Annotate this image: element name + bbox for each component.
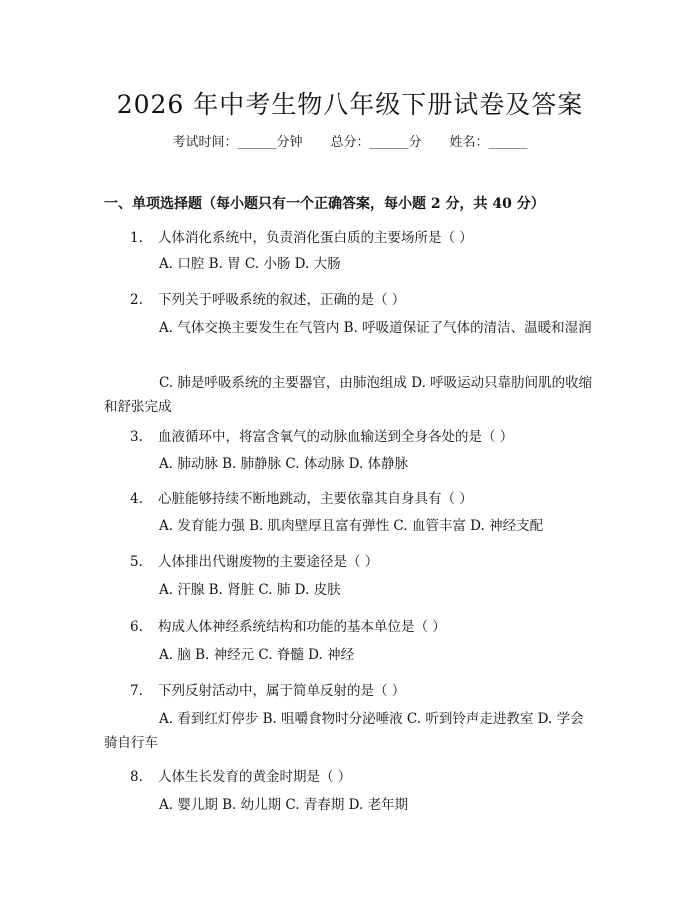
question-3 xyxy=(130,425,513,445)
page-title: 2026 年中考生物八年级下册试卷及答案 xyxy=(116,90,584,119)
question-number: 4. xyxy=(130,491,143,507)
question-2 xyxy=(130,288,405,308)
question-number: 3. xyxy=(130,429,143,445)
student-name-field: 姓名：______ xyxy=(449,135,528,150)
question-7 xyxy=(130,679,405,699)
question-4 xyxy=(130,487,473,507)
question-5-options: A. 汗腺 B. 肾脏 C. 肺 D. 皮肤 xyxy=(159,582,341,598)
question-4-options: A. 发育能力强 B. 肌肉壁厚且富有弹性 C. 血管丰富 D. 神经支配 xyxy=(159,518,544,534)
question-number: 1. xyxy=(130,230,143,246)
question-number: 2. xyxy=(130,292,143,308)
question-5 xyxy=(130,550,378,570)
question-8 xyxy=(130,765,351,785)
exam-time-field: 考试时间：______分钟 xyxy=(172,135,303,150)
question-number: 5. xyxy=(130,554,143,570)
question-text: 下列反射活动中，属于简单反射的是（ ） xyxy=(158,683,406,699)
question-8-options: A. 婴儿期 B. 幼儿期 C. 青春期 D. 老年期 xyxy=(159,797,409,813)
question-text: 心脏能够持续不断地跳动，主要依靠其自身具有（ ） xyxy=(158,491,473,507)
question-1-options: A. 口腔 B. 胃 C. 小肠 D. 大肠 xyxy=(159,256,341,272)
question-number: 8. xyxy=(130,769,143,785)
exam-meta xyxy=(0,131,700,150)
question-7-options: A. 看到红灯停步 B. 咀嚼食物时分泌唾液 C. 听到铃声走进教室 D. 学会骑自行车 xyxy=(104,711,584,751)
question-text: 血液循环中，将富含氧气的动脉血输送到全身各处的是（ ） xyxy=(158,429,514,445)
question-6-options: A. 脑 B. 神经元 C. 脊髓 D. 神经 xyxy=(159,647,355,663)
question-2-options-c-d: C. 肺是呼吸系统的主要器官，由肺泡组成 D. 呼吸运动只靠肋间肌的收缩和舒张完成 xyxy=(104,375,593,415)
question-text: 下列关于呼吸系统的叙述，正确的是（ ） xyxy=(158,292,406,308)
question-text: 构成人体神经系统结构和功能的基本单位是（ ） xyxy=(158,619,446,635)
question-text: 人体消化系统中，负责消化蛋白质的主要场所是（ ） xyxy=(158,230,473,246)
section-heading: 一、单项选择题（每小题只有一个正确答案，每小题 2 分，共 40 分） xyxy=(104,196,545,212)
question-text: 人体生长发育的黄金时期是（ ） xyxy=(158,769,352,785)
question-3-options: A. 肺动脉 B. 肺静脉 C. 体动脉 D. 体静脉 xyxy=(159,456,409,472)
total-score-field: 总分：______分 xyxy=(330,135,422,150)
question-2-options-a-b: A. 气体交换主要发生在气管内 B. 呼吸道保证了气体的清洁、温暖和湿润 xyxy=(159,320,592,336)
question-number: 6. xyxy=(130,619,143,635)
question-text: 人体排出代谢废物的主要途径是（ ） xyxy=(158,554,379,570)
question-6 xyxy=(130,615,446,635)
question-1 xyxy=(130,226,473,246)
question-number: 7. xyxy=(130,683,143,699)
